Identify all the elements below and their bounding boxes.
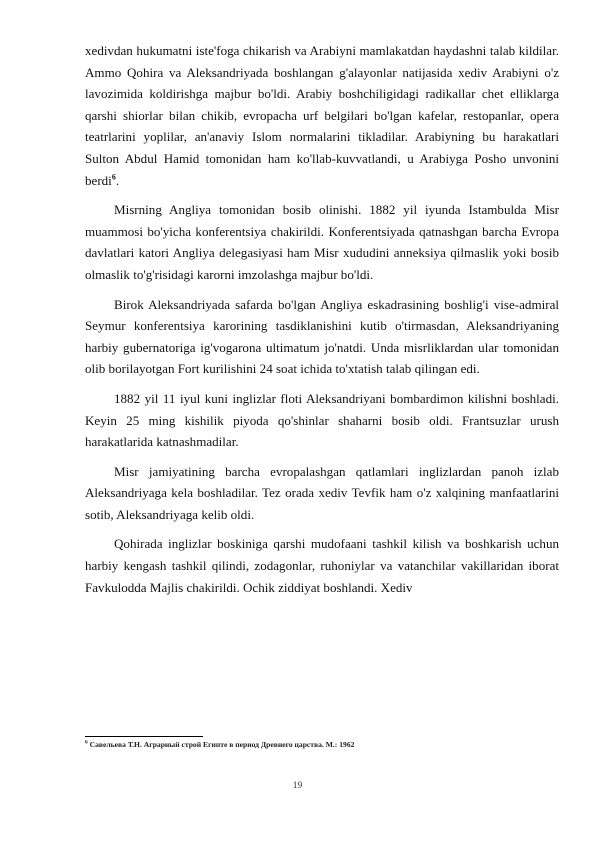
page-number: 19 — [292, 781, 303, 791]
paragraph-1-suffix: . — [115, 172, 120, 188]
paragraph-2: Misrning Angliya tomonidan bosib olinishi. 1882 yil iyunda Istambulda Misr muammosi bo'yicha konferentsiya chakirildi. Konferentsiyada qatnashgan barcha Evropa davlatlari katori Angliya delegasiyasi ham Misr xududini anneksiya qilmaslik yoki bosib olmaslik to'g'risidagi karorni imzolashga majbur bo'ldi. — [85, 202, 559, 282]
paragraph-3: Birok Aleksandriyada safarda bo'lgan Angliya eskadrasining boshlig'i vise-admiral Seymur konferentsiya karorining tasdiklanishini kutib o'tirmasdan, Aleksandriyaning harbiy gubernatoriga ig'vogarona ultimatum jo'natdi. Unda misrliklardan ular tomonidan olib borilayotgan Fort kurilishini 24 soat ichida to'xtatish talab qilingan edi. — [85, 296, 559, 377]
footnote-reference[interactable]: 6 — [111, 172, 116, 182]
paragraph-6: Qohirada inglizlar boskiniga qarshi mudofaani tashkil kilish va boshkarish uchun harbiy kengash tashkil qilindi, zodagonlar, ruhoniylar va vatanchilar vakillaridan iborat Favkulodda Majlis chakirildi. Ochik ziddiyat boshlandi. Xediv — [85, 536, 559, 595]
paragraph-1 — [85, 40, 559, 191]
paragraph-1-text: xedivdan hukumatni iste'foga chikarish va Arabiyni mamlakatdan haydashni talab kildilar. Ammo Qohira va Aleksandriyada boshlangan g'alayonlar natijasida xediv Arabiyni o'z lavozimida koldirishga majbur bo'ldi. Arabiy boshchiligidagi radikallar chet elliklarga qarshi shiorlar bilan chikib, evropacha urf belgilari bo'lgan kafelar, restopanlar, opera teatrlarini yoplilar, an'anaviy Islom normalarini tikladilar. Arabiyning bu harakatlari Sulton Abdul Hamid tomonidan ham ko'llab-kuvvatlandi, u Arabiyga Posho unvonini berdi — [85, 43, 559, 188]
footnote-divider — [85, 736, 203, 737]
footnote — [85, 740, 354, 750]
paragraph-4: 1882 yil 11 iyul kuni inglizlar floti Aleksandriyani bombardimon kilishni boshladi. Keyin 25 ming kishilik piyoda qo'shinlar shaharni bosib oldi. Frantsuzlar urush harakatlarida katnashmadilar. — [85, 390, 559, 450]
footnote-text: Савельева Т.Н. Аграрный строй Египте в период Древнего царства. М.: 1962 — [89, 740, 355, 749]
footnote-number: 6 — [85, 739, 88, 746]
document-body — [85, 40, 559, 606]
paragraph-5: Misr jamiyatining barcha evropalashgan qatlamlari inglizlardan panoh izlab Aleksandriyaga kela boshladilar. Tez orada xediv Tevfik ham o'z xalqining manfaatlarini sotib, Aleksandriyaga kelib oldi. — [85, 463, 559, 522]
